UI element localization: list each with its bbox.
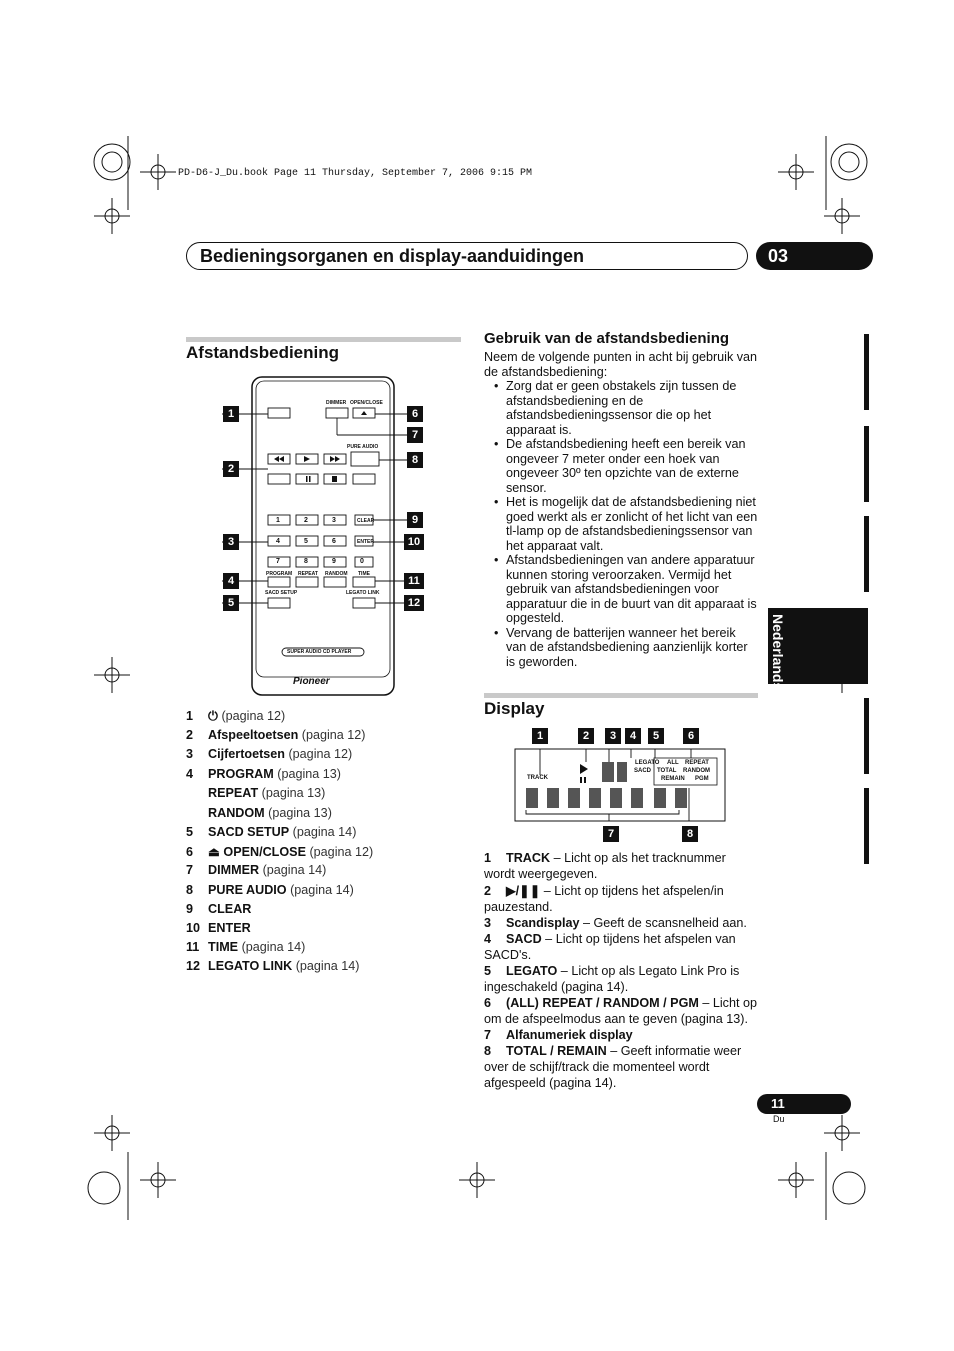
remote-heading: Afstandsbediening (186, 343, 340, 362)
thumb-tab-bar (864, 334, 869, 410)
display-label-random: RANDOM (683, 768, 710, 774)
list-item: • Zorg dat er geen obstakels zijn tussen de afstandsbediening en de afstandsbedieningssensor die op het apparaat is. (484, 379, 759, 437)
use-heading: Gebruik van de afstandsbediening (484, 330, 730, 347)
display-label-legato: LEGATO (635, 760, 660, 766)
callout-8: 8 (407, 452, 423, 468)
remote-digit-0: 0 (360, 558, 364, 565)
list-item: • Vervang de batterijen wanneer het bereik van de afstandsbediening aanzienlijk korter is geworden. (484, 626, 759, 670)
display-heading: Display (484, 699, 545, 718)
file-info-line: PD-D6-J_Du.book Page 11 Thursday, September 7, 2006 9:15 PM (178, 168, 533, 179)
callout-2: 2 (223, 461, 239, 477)
page-number: 11 (757, 1094, 851, 1114)
list-item: • De afstandsbediening heeft een bereik van ongeveer 7 meter onder een hoek van ongeveer 30º ten opzichte van de externe sensor. (484, 437, 759, 495)
callout-11: 11 (404, 573, 424, 589)
thumb-tab-bar (864, 788, 869, 864)
remote-label-random: RANDOM (325, 571, 348, 577)
thumb-tab-bar (864, 426, 869, 502)
display-label-repeat: REPEAT (685, 760, 709, 766)
remote-label-sacd-setup: SACD SETUP (265, 590, 298, 596)
language-tab (768, 608, 868, 691)
thumb-tab-bar (864, 698, 869, 774)
remote-label-program: PROGRAM (266, 571, 293, 577)
remote-digit-6: 6 (332, 538, 336, 545)
callout-5: 5 (223, 595, 239, 611)
callout-3: 3 (223, 534, 239, 550)
section-bar (484, 693, 758, 698)
remote-label-legato-link: LEGATO LINK (346, 590, 380, 596)
remote-digit-9: 9 (332, 558, 336, 565)
list-item: • Het is mogelijk dat de afstandsbediening niet goed werkt als er zonlicht of het licht van een tl-lamp op de afstandsbedieningssensor van het apparaat valt. (484, 495, 759, 553)
remote-label-repeat: REPEAT (298, 571, 318, 577)
chapter-number: 03 (756, 242, 873, 270)
display-callout-6: 6 (683, 728, 699, 744)
remote-digit-1: 1 (276, 517, 280, 524)
remote-label-open-close: OPEN/CLOSE (350, 400, 383, 406)
display-callout-7: 7 (603, 826, 619, 842)
display-callout-3: 3 (605, 728, 621, 744)
remote-digit-7: 7 (276, 558, 280, 565)
section-bar (186, 337, 461, 342)
remote-label-sacd-player: SUPER AUDIO CD PLAYER (287, 649, 352, 655)
display-callout-1: 1 (532, 728, 548, 744)
callout-4: 4 (223, 573, 239, 589)
callout-12: 12 (404, 595, 424, 611)
callout-6: 6 (407, 406, 423, 422)
display-callout-8: 8 (682, 826, 698, 842)
display-label-sacd: SACD (634, 768, 652, 774)
list-item: • Afstandsbedieningen van andere apparatuur kunnen storing veroorzaken. Vermijd het gebruik van afstandsbedieningen voor apparatuur die in de buurt van dit apparaat is opgesteld. (484, 553, 759, 626)
remote-digit-5: 5 (304, 538, 308, 545)
display-label-all: ALL (667, 760, 679, 766)
callout-7: 7 (407, 427, 423, 443)
display-label-total: TOTAL (657, 768, 677, 774)
remote-label-dimmer: DIMMER (326, 400, 347, 406)
display-label-pgm: PGM (695, 776, 709, 782)
use-bullets (484, 379, 759, 669)
remote-label-enter: ENTER (357, 539, 374, 545)
remote-label-time: TIME (358, 571, 370, 577)
callout-10: 10 (404, 534, 424, 550)
remote-label-pure-audio: PURE AUDIO (347, 444, 379, 450)
remote-label-clear: CLEAR (357, 518, 375, 524)
callout-1: 1 (223, 406, 239, 422)
display-callout-5: 5 (648, 728, 664, 744)
display-callout-4: 4 (625, 728, 641, 744)
language-tab-label: Nederlands (770, 614, 786, 691)
remote-digit-2: 2 (304, 517, 308, 524)
remote-digit-3: 3 (332, 517, 336, 524)
remote-digit-4: 4 (276, 538, 280, 545)
display-label-track: TRACK (527, 775, 548, 781)
callout-9: 9 (407, 512, 423, 528)
use-intro: Neem de volgende punten in acht bij gebruik van de afstandsbediening: (484, 350, 758, 379)
thumb-tab-bar (864, 516, 869, 592)
remote-brand-logo: Pioneer (293, 676, 330, 687)
page-title: Bedieningsorganen en display-aanduidingen (200, 246, 585, 266)
display-label-remain: REMAIN (661, 776, 685, 782)
remote-digit-8: 8 (304, 558, 308, 565)
display-callout-2: 2 (578, 728, 594, 744)
page-language: Du (773, 1114, 785, 1124)
